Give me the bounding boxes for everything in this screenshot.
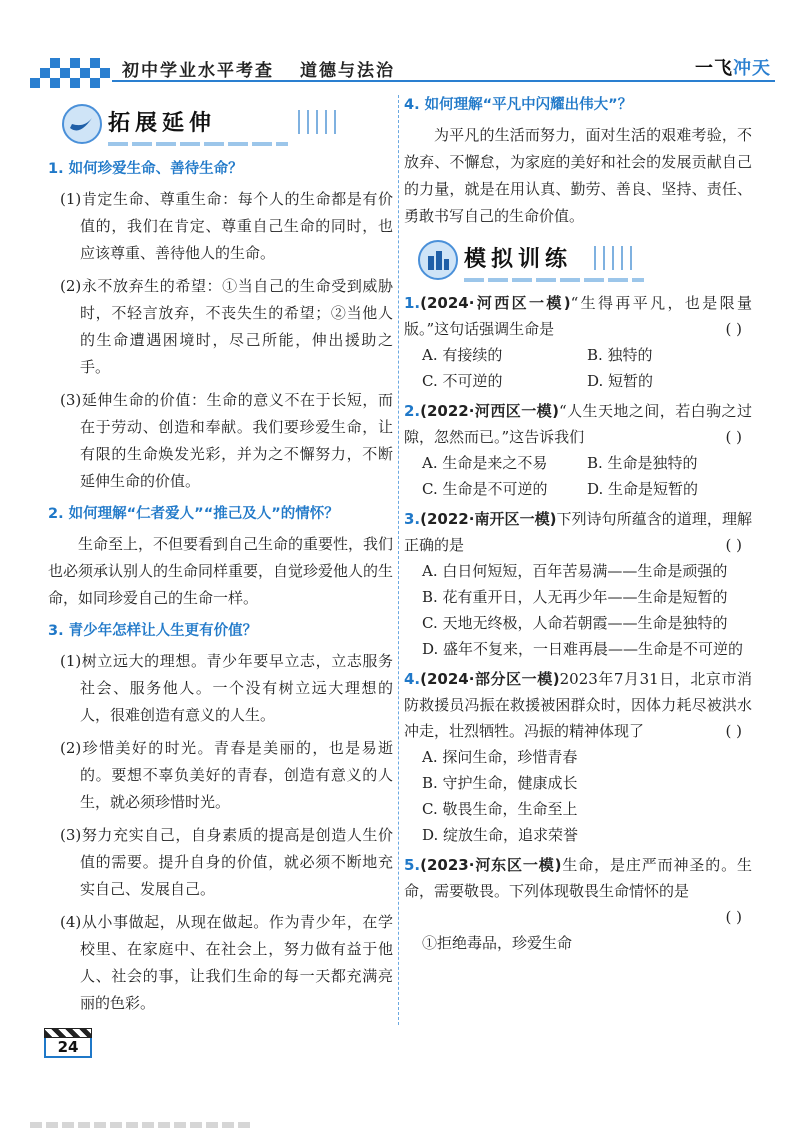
- answer-item: (3)努力充实自己，自身素质的提高是创造人生价值的需要。提升自身的价值，就必须不断地充实自己、发展自己。: [60, 826, 393, 898]
- answer-blank[interactable]: ( ): [725, 536, 742, 554]
- question-heading: 4. 如何理解“平凡中闪耀出伟大”？: [404, 97, 633, 113]
- banner-title: 模拟训练: [464, 247, 573, 272]
- answer-item: (1)树立远大的理想。青少年要早立志，立志服务社会、服务他人。一个没有树立远大理想的人，很难创造有意义的人生。: [60, 652, 393, 724]
- question-source: (2024·部分区一模): [420, 670, 560, 688]
- answer-item: (3)延伸生命的价值：生命的意义不在于长短，而在于劳动、创造和奉献。我们要珍爱生命，让有限的生命焕发光彩，并为之不懈努力，不断延伸生命的价值。: [60, 391, 393, 490]
- question-number: 4.: [404, 670, 421, 688]
- option-b[interactable]: B. 守护生命，健康成长: [422, 774, 578, 792]
- answer-blank[interactable]: ( ): [725, 428, 742, 446]
- question-stem: [404, 290, 752, 342]
- option-d[interactable]: D. 绽放生命，追求荣誉: [422, 826, 579, 844]
- option-b[interactable]: B. 花有重开日，人无再少年——生命是短暂的: [422, 588, 728, 606]
- option-c[interactable]: C. 不可逆的: [422, 372, 503, 390]
- answer-blank[interactable]: ( ): [725, 908, 742, 926]
- question-text: “生得再平凡，也是限量版。”这句话强调生命是: [404, 294, 752, 338]
- option-a[interactable]: A. 白日何短短，百年苦易满——生命是顽强的: [422, 562, 728, 580]
- section-banner-practice: [404, 236, 752, 286]
- options-list: [404, 558, 752, 662]
- question-text: 下列诗句所蕴含的道理，理解正确的是: [404, 510, 752, 554]
- question-stem: [404, 852, 752, 904]
- page-number-badge: [44, 1028, 92, 1062]
- question-stem: [404, 506, 752, 558]
- question-heading: 3. 青少年怎样让人生更有价值？: [48, 623, 258, 639]
- options-list: [404, 930, 752, 956]
- question-number: 5.: [404, 856, 421, 874]
- banner-ticks: [298, 110, 338, 134]
- question-stem: [404, 666, 752, 744]
- option-b[interactable]: B. 生命是独特的: [587, 454, 698, 472]
- brand-logo: [695, 54, 771, 80]
- question-source: (2022·河西区一模): [420, 402, 559, 420]
- left-column: [48, 90, 393, 1023]
- question-number: 3.: [404, 510, 421, 528]
- banner-underline: [108, 142, 288, 146]
- series-title: 初中学业水平考查: [122, 61, 274, 81]
- checker-decoration: [30, 52, 112, 88]
- question-number: 2.: [404, 402, 421, 420]
- option-d[interactable]: D. 短暂的: [587, 372, 654, 390]
- options-grid: [404, 450, 752, 502]
- question-number: 1.: [404, 294, 421, 312]
- banner-title: 拓展延伸: [108, 111, 217, 136]
- answer-blank[interactable]: ( ): [725, 722, 742, 740]
- option-c[interactable]: C. 天地无终极，人命若朝霞——生命是独特的: [422, 614, 728, 632]
- bottom-edge-decoration: [30, 1122, 250, 1128]
- question-stem: [404, 398, 752, 450]
- banner-ticks: [594, 246, 634, 270]
- answer-paragraph: 生命至上，不但要看到自己生命的重要性，我们也必须承认别人的生命同样重要，自觉珍爱他人的生命，如同珍爱自己的生命一样。: [48, 535, 394, 607]
- stripe-decoration: [44, 1028, 92, 1038]
- answer-item: (2)永不放弃生的希望：①当自己的生命受到威胁时，不轻言放弃，不丧失生的希望；②当他人的生命遭遇困境时，尽己所能，伸出援助之手。: [60, 277, 393, 376]
- option-a[interactable]: A. 探问生命，珍惜青春: [422, 748, 578, 766]
- page-header: [30, 50, 775, 90]
- question-text: 生命，是庄严而神圣的。生命，需要敬畏。下列体现敬畏生命情怀的是: [404, 856, 752, 900]
- practice-question: [404, 290, 752, 394]
- answer-item: (1)肯定生命、尊重生命：每个人的生命都是有价值的，我们在肯定、尊重自己生命的同时，也应该尊重、善待他人的生命。: [60, 190, 393, 262]
- option-1[interactable]: ①拒绝毒品，珍爱生命: [422, 934, 573, 952]
- practice-question: [404, 506, 752, 662]
- building-icon: [418, 240, 458, 280]
- header-title: [122, 56, 395, 81]
- right-column: [404, 90, 752, 956]
- practice-question: [404, 398, 752, 502]
- option-a[interactable]: A. 有接续的: [422, 346, 503, 364]
- question-text: 2023年7月31日，北京市消防救援员冯振在救援被困群众时，因体力耗尽被洪水冲走，壮烈牺牲。冯振的精神体现了: [404, 670, 752, 740]
- brand-text-b: 冲天: [733, 58, 771, 79]
- option-c[interactable]: C. 敬畏生命，生命至上: [422, 800, 578, 818]
- question-source: (2022·南开区一模): [420, 510, 557, 528]
- column-divider: [398, 95, 399, 1025]
- banner-underline: [464, 278, 644, 282]
- answer-paragraph: 为平凡的生活而努力，面对生活的艰难考验，不放弃、不懈怠，为家庭的美好和社会的发展贡献自己的力量，就是在用认真、勤劳、善良、坚持、责任、勇敢书写自己的生命价值。: [404, 126, 752, 225]
- brand-text-a: 一飞: [695, 58, 733, 79]
- options-grid: [404, 342, 752, 394]
- practice-question: [404, 666, 752, 848]
- option-a[interactable]: A. 生命是来之不易: [422, 454, 548, 472]
- option-d[interactable]: D. 盛年不复来，一日难再晨——生命是不可逆的: [422, 640, 744, 658]
- page-number: 24: [44, 1038, 92, 1058]
- question-source: (2023·河东区一模): [420, 856, 562, 874]
- practice-question: [404, 852, 752, 956]
- subject-title: 道德与法治: [300, 61, 395, 81]
- question-text: “人生天地之间，若白驹之过隙，忽然而已。”这告诉我们: [404, 402, 752, 446]
- options-list: [404, 744, 752, 848]
- answer-item: (2)珍惜美好的时光。青春是美丽的，也是易逝的。要想不辜负美好的青春，创造有意义的人生，就必须珍惜时光。: [60, 739, 393, 811]
- swoosh-icon: [62, 104, 102, 144]
- answer-blank[interactable]: ( ): [725, 320, 742, 338]
- header-rule: [112, 80, 775, 82]
- option-d[interactable]: D. 生命是短暂的: [587, 480, 699, 498]
- answer-item: (4)从小事做起，从现在做起。作为青少年，在学校里、在家庭中、在社会上，努力做有益于他人、社会的事，让我们生命的每一天都充满亮丽的色彩。: [60, 913, 393, 1012]
- option-c[interactable]: C. 生命是不可逆的: [422, 480, 548, 498]
- option-b[interactable]: B. 独特的: [587, 346, 653, 364]
- question-heading: 2. 如何理解“仁者爱人”“推己及人”的情怀？: [48, 506, 339, 522]
- section-banner-extend: [48, 100, 393, 150]
- practice-questions: [404, 290, 752, 956]
- question-heading: 1. 如何珍爱生命、善待生命？: [48, 161, 243, 177]
- question-source: (2024·河西区一模): [420, 294, 571, 312]
